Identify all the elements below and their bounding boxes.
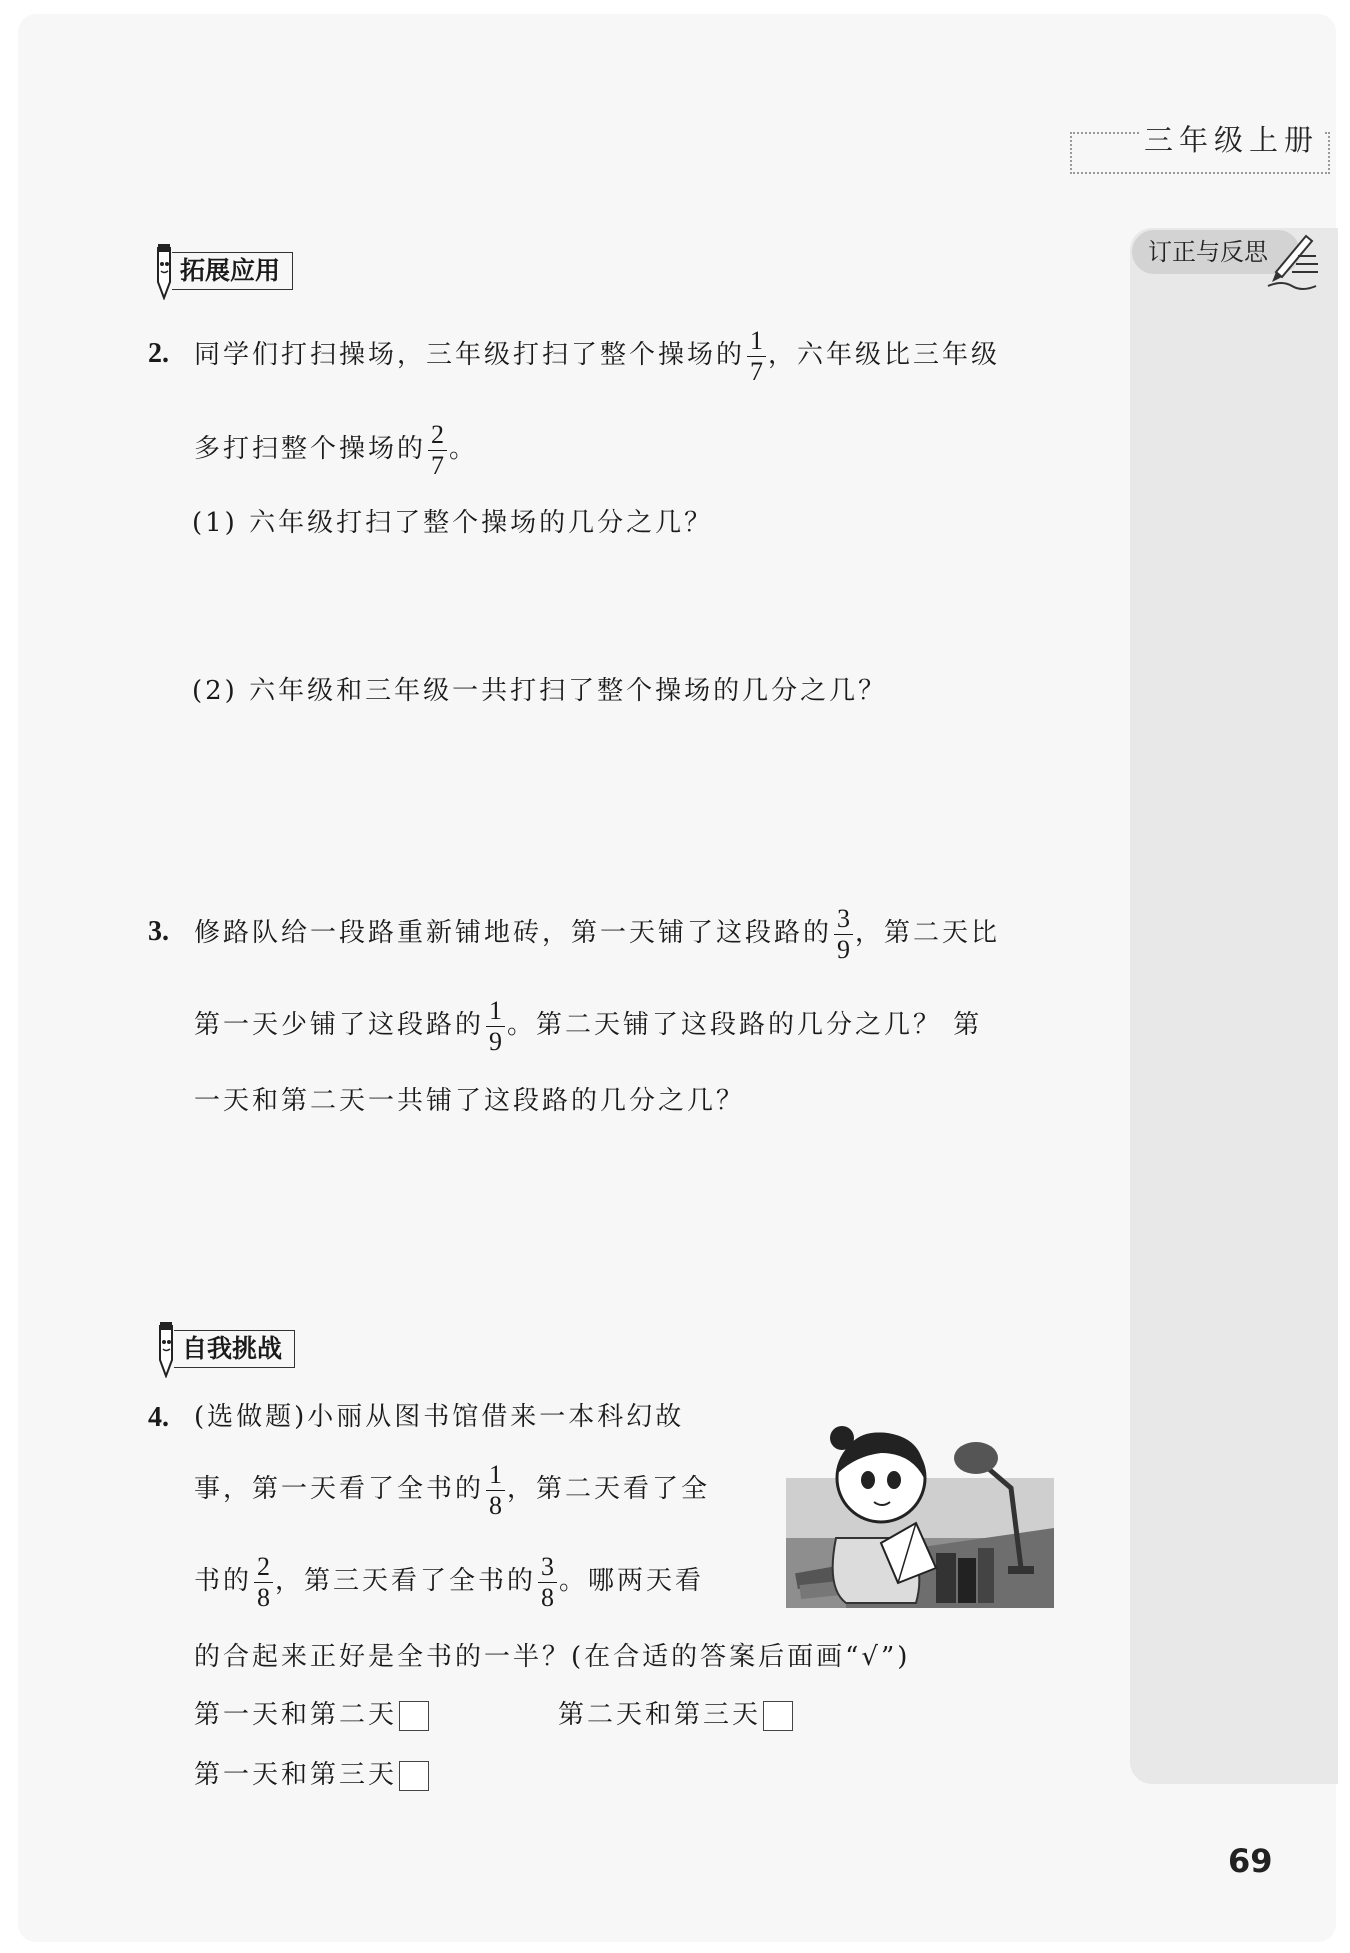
denominator: 7 [750, 356, 764, 386]
q3-text: 第一天少铺了这段路的 [194, 1010, 485, 1040]
fraction [486, 996, 505, 1057]
pen-icon [1262, 226, 1322, 296]
q4-text: ，第二天看了全 [507, 1474, 711, 1504]
q4-number: 4. [148, 1402, 169, 1433]
numerator: 2 [254, 1552, 273, 1583]
q2-sub2: (2) 六年级和三年级一共打扫了整个操场的几分之几？ [192, 676, 888, 706]
option-label: 第一天和第三天 [194, 1760, 398, 1790]
numerator: 1 [486, 1460, 505, 1491]
answer-checkbox[interactable] [763, 1701, 793, 1731]
option-label: 第二天和第三天 [558, 1700, 762, 1730]
denominator: 9 [837, 934, 851, 964]
section-expand-title: 拓展应用 [172, 252, 293, 290]
fraction [486, 1460, 505, 1521]
q2-text: 同学们打扫操场，三年级打扫了整个操场的 [194, 340, 746, 370]
q3-line3: 一天和第二天一共铺了这段路的几分之几？ [194, 1086, 746, 1116]
grade-label: 三年级上册 [1140, 118, 1323, 159]
denominator: 9 [489, 1026, 503, 1056]
section-challenge-title: 自我挑战 [174, 1330, 295, 1368]
denominator: 8 [541, 1582, 555, 1612]
answer-checkbox[interactable] [399, 1701, 429, 1731]
fraction [254, 1552, 273, 1613]
q4-line2 [194, 1454, 710, 1524]
q4-text: 书的 [194, 1566, 253, 1596]
numerator: 3 [834, 904, 853, 935]
review-tag: 订正与反思 [1132, 230, 1300, 274]
q3-text: 。第二天铺了这段路的几分之几？ 第 [507, 1010, 983, 1040]
page-number: 69 [1228, 1842, 1273, 1880]
q4-text: 。哪两天看 [559, 1566, 705, 1596]
answer-checkbox[interactable] [399, 1761, 429, 1791]
q2-line1 [194, 320, 1000, 390]
numerator: 1 [747, 326, 766, 357]
denominator: 8 [257, 1582, 271, 1612]
fraction [538, 1552, 557, 1613]
numerator: 1 [486, 996, 505, 1027]
q4-text: 事，第一天看了全书的 [194, 1474, 485, 1504]
option-label: 第一天和第二天 [194, 1700, 398, 1730]
denominator: 7 [431, 450, 445, 480]
q2-text: 多打扫整个操场的 [194, 434, 427, 464]
q4-text: ，第三天看了全书的 [275, 1566, 537, 1596]
q3-text: 修路队给一段路重新铺地砖，第一天铺了这段路的 [194, 918, 833, 948]
fraction [428, 420, 447, 481]
q3-text: ，第二天比 [855, 918, 1001, 948]
numerator: 2 [428, 420, 447, 451]
numerator: 3 [538, 1552, 557, 1583]
fraction [747, 326, 766, 387]
q3-line2 [194, 990, 982, 1060]
q4-line1: (选做题)小丽从图书馆借来一本科幻故 [194, 1402, 685, 1432]
girl-reading-illustration [786, 1418, 1054, 1608]
q2-text: 。 [449, 434, 479, 464]
denominator: 8 [489, 1490, 503, 1520]
q3-number: 3. [148, 916, 169, 947]
q4-line4: 的合起来正好是全书的一半？(在合适的答案后面画“√”) [194, 1642, 911, 1672]
q2-line2 [194, 414, 478, 484]
q4-line3 [194, 1546, 704, 1616]
q2-number: 2. [148, 338, 169, 369]
q3-line1 [194, 898, 1000, 968]
q2-sub1: (1) 六年级打扫了整个操场的几分之几？ [192, 508, 714, 538]
q2-text: ，六年级比三年级 [768, 340, 1001, 370]
fraction [834, 904, 853, 965]
q4-option-3 [194, 1740, 429, 1810]
review-sidebar [1130, 228, 1338, 1784]
q4-option-2 [558, 1680, 793, 1750]
